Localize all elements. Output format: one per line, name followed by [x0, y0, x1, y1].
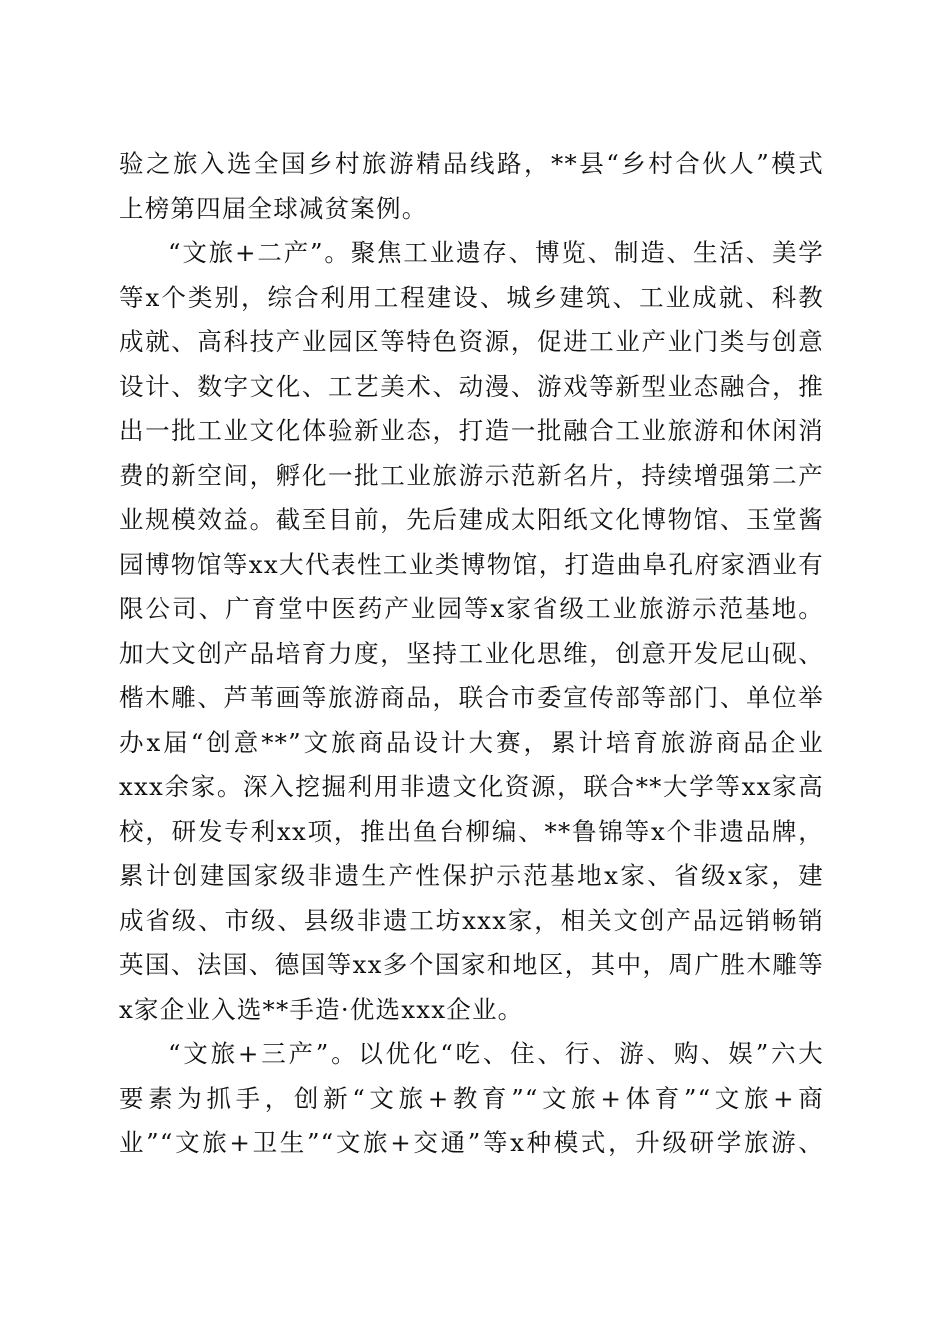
text-line: 业”“文旅+卫生”“文旅+交通”等x种模式，升级研学旅游、	[119, 1128, 824, 1157]
text-line: 验之旅入选全国乡村旅游精品线路，**县“乡村合伙人”模式	[119, 149, 824, 178]
text-line: 加大文创产品培育力度，坚持工业化思维，创意开发尼山砚、	[119, 638, 824, 668]
text-line: 要素为抓手，创新“文旅+教育”“文旅+体育”“文旅+商	[119, 1083, 824, 1113]
text-line: 限公司、广育堂中医药产业园等x家省级工业旅游示范基地。	[119, 594, 824, 623]
text-line: 楷木雕、芦苇画等旅游商品，联合市委宣传部等部门、单位举	[119, 683, 824, 712]
text-line: 设计、数字文化、工艺美术、动漫、游戏等新型业态融合，推	[119, 371, 824, 401]
text-line: 办x届“创意**”文旅商品设计大赛，累计培育旅游商品企业	[119, 727, 824, 757]
text-line: xxx余家。深入挖掘利用非遗文化资源，联合**大学等xx家高	[119, 772, 824, 801]
text-line: 英国、法国、德国等xx多个国家和地区，其中，周广胜木雕等	[119, 950, 824, 979]
text-line: 累计创建国家级非遗生产性保护示范基地x家、省级x家，建	[119, 861, 824, 890]
text-line: x家企业入选**手造·优选xxx企业。	[119, 994, 524, 1024]
text-line: 园博物馆等xx大代表性工业类博物馆，打造曲阜孔府家酒业有	[119, 549, 824, 579]
text-line: 费的新空间，孵化一批工业旅游示范新名片，持续增强第二产	[119, 460, 824, 490]
text-line: 等x个类别，综合利用工程建设、城乡建筑、工业成就、科教	[119, 282, 824, 312]
paragraph-start-line: “文旅+二产”。聚焦工业遗存、博览、制造、生活、美学	[168, 238, 824, 267]
text-line: 出一批工业文化体验新业态，打造一批融合工业旅游和休闲消	[119, 416, 824, 445]
text-line: 业规模效益。截至目前，先后建成太阳纸文化博物馆、玉堂酱	[119, 505, 824, 534]
text-line: 成就、高科技产业园区等特色资源，促进工业产业门类与创意	[119, 327, 824, 356]
paragraph-start-line: “文旅+三产”。以优化“吃、住、行、游、购、娱”六大	[168, 1039, 824, 1068]
text-line: 校，研发专利xx项，推出鱼台柳编、**鲁锦等x个非遗品牌，	[119, 816, 824, 846]
text-line: 上榜第四届全球减贫案例。	[119, 193, 428, 223]
text-line: 成省级、市级、县级非遗工坊xxx家，相关文创产品远销畅销	[119, 905, 824, 935]
document-body	[119, 142, 824, 1166]
